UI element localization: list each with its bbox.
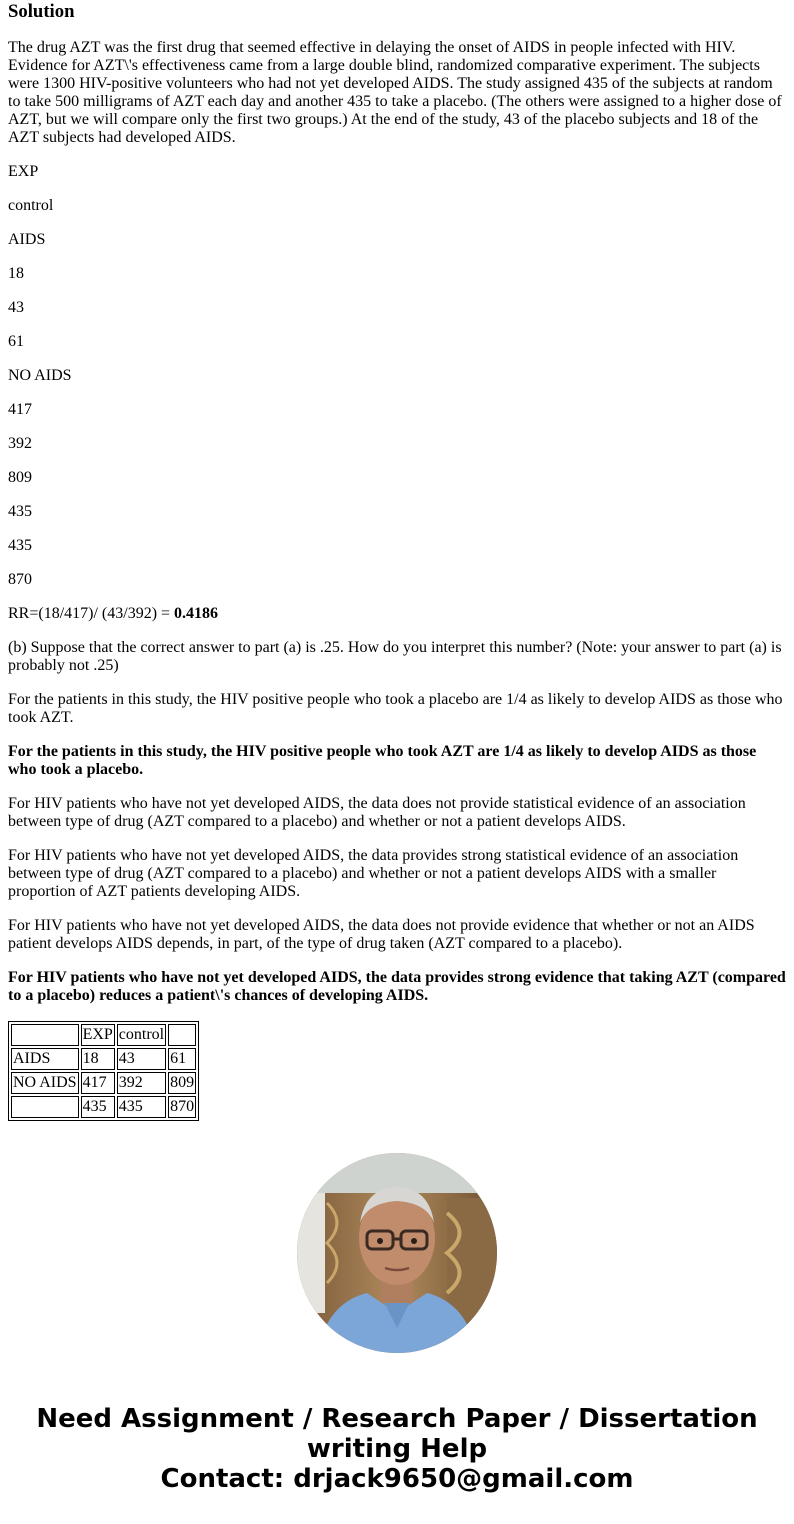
flat-table-cells	[8, 163, 786, 589]
table-cell	[11, 1096, 79, 1118]
flat-cell: NO AIDS	[8, 367, 72, 384]
table-cell: 43	[117, 1048, 166, 1070]
table-cell: 392	[117, 1072, 166, 1094]
banner-line: writing Help	[306, 1434, 488, 1464]
table-cell: 870	[168, 1096, 196, 1118]
flat-cell: 435	[8, 503, 32, 520]
banner-line: Need Assignment / Research Paper / Dissertation	[36, 1404, 758, 1434]
table-cell: 435	[81, 1096, 115, 1118]
table-cell	[11, 1024, 79, 1046]
answer-option: For HIV patients who have not yet developed AIDS, the data provides strong statistical evidence of an association between type of drug (AZT compared to a placebo) and whether or not a patient develops AIDS with a smaller proportion of AZT patients developing AIDS.	[8, 847, 739, 900]
flat-cell: 392	[8, 435, 32, 452]
table-cell: NO AIDS	[11, 1072, 79, 1094]
table-cell: 61	[168, 1048, 196, 1070]
table-row	[11, 1024, 196, 1046]
avatar-portrait	[297, 1153, 497, 1353]
tutor-avatar	[297, 1153, 497, 1353]
table-row	[11, 1072, 196, 1094]
page-title: Solution	[8, 1, 75, 22]
flat-cell: control	[8, 197, 54, 214]
table-cell: 809	[168, 1072, 196, 1094]
document-body	[0, 1, 794, 1121]
flat-cell: 870	[8, 571, 32, 588]
table-cell: 435	[117, 1096, 166, 1118]
rr-value: 0.4186	[174, 605, 219, 622]
answer-option: For HIV patients who have not yet developed AIDS, the data does not provide statistical evidence of an association between type of drug (AZT compared to a placebo) and whether or not a patient develops AIDS.	[8, 795, 746, 830]
answer-option-text: For the patients in this study, the HIV positive people who took AZT are 1/4 as likely to develop AIDS as those who took a placebo.	[8, 743, 757, 778]
question-b: (b) Suppose that the correct answer to part (a) is .25. How do you interpret this number? (Note: your answer to part (a) is probably not .25)	[8, 639, 782, 674]
flat-cell: 18	[8, 265, 24, 282]
relative-risk-line	[8, 605, 786, 623]
table-row	[11, 1048, 196, 1070]
contact-banner	[0, 1404, 794, 1494]
flat-cell: EXP	[8, 163, 39, 180]
flat-cell: 809	[8, 469, 32, 486]
answer-option-selected	[8, 969, 786, 1005]
table-cell: AIDS	[11, 1048, 79, 1070]
flat-cell: 61	[8, 333, 24, 350]
flat-cell: 435	[8, 537, 32, 554]
contingency-table	[8, 1021, 199, 1121]
answer-option: For the patients in this study, the HIV positive people who took a placebo are 1/4 as likely to develop AIDS as those who took AZT.	[8, 691, 783, 726]
table-row	[11, 1096, 196, 1118]
table-cell: control	[117, 1024, 166, 1046]
table-cell: 417	[81, 1072, 115, 1094]
answer-option-selected	[8, 743, 786, 779]
problem-intro: The drug AZT was the first drug that seemed effective in delaying the onset of AIDS in people infected with HIV. Evidence for AZT\'s effectiveness came from a large double blind, randomized comparative experiment. The subjects were 1300 HIV-positive volunteers who had not yet developed AIDS. The study assigned 435 of the subjects at random to take 500 milligrams of AZT each day and another 435 to take a placebo. (The others were assigned to a higher dose of AZT, but we will compare only the first two groups.) At the end of the study, 43 of the placebo subjects and 18 of the AZT subjects had developed AIDS.	[8, 39, 782, 146]
table-cell: EXP	[81, 1024, 115, 1046]
flat-cell: AIDS	[8, 231, 46, 248]
rr-formula: RR=(18/417)/ (43/392) =	[8, 605, 175, 622]
banner-contact-line: Contact: drjack9650@gmail.com	[160, 1464, 634, 1494]
table-cell	[168, 1024, 196, 1046]
flat-cell: 43	[8, 299, 24, 316]
flat-cell: 417	[8, 401, 32, 418]
answer-option: For HIV patients who have not yet developed AIDS, the data does not provide evidence that whether or not an AIDS patient develops AIDS depends, in part, of the type of drug taken (AZT compared to a placebo).	[8, 917, 755, 952]
answer-option-text: For HIV patients who have not yet developed AIDS, the data provides strong evidence that taking AZT (compared to a placebo) reduces a patient\'s chances of developing AIDS.	[8, 969, 786, 1004]
table-cell: 18	[81, 1048, 115, 1070]
